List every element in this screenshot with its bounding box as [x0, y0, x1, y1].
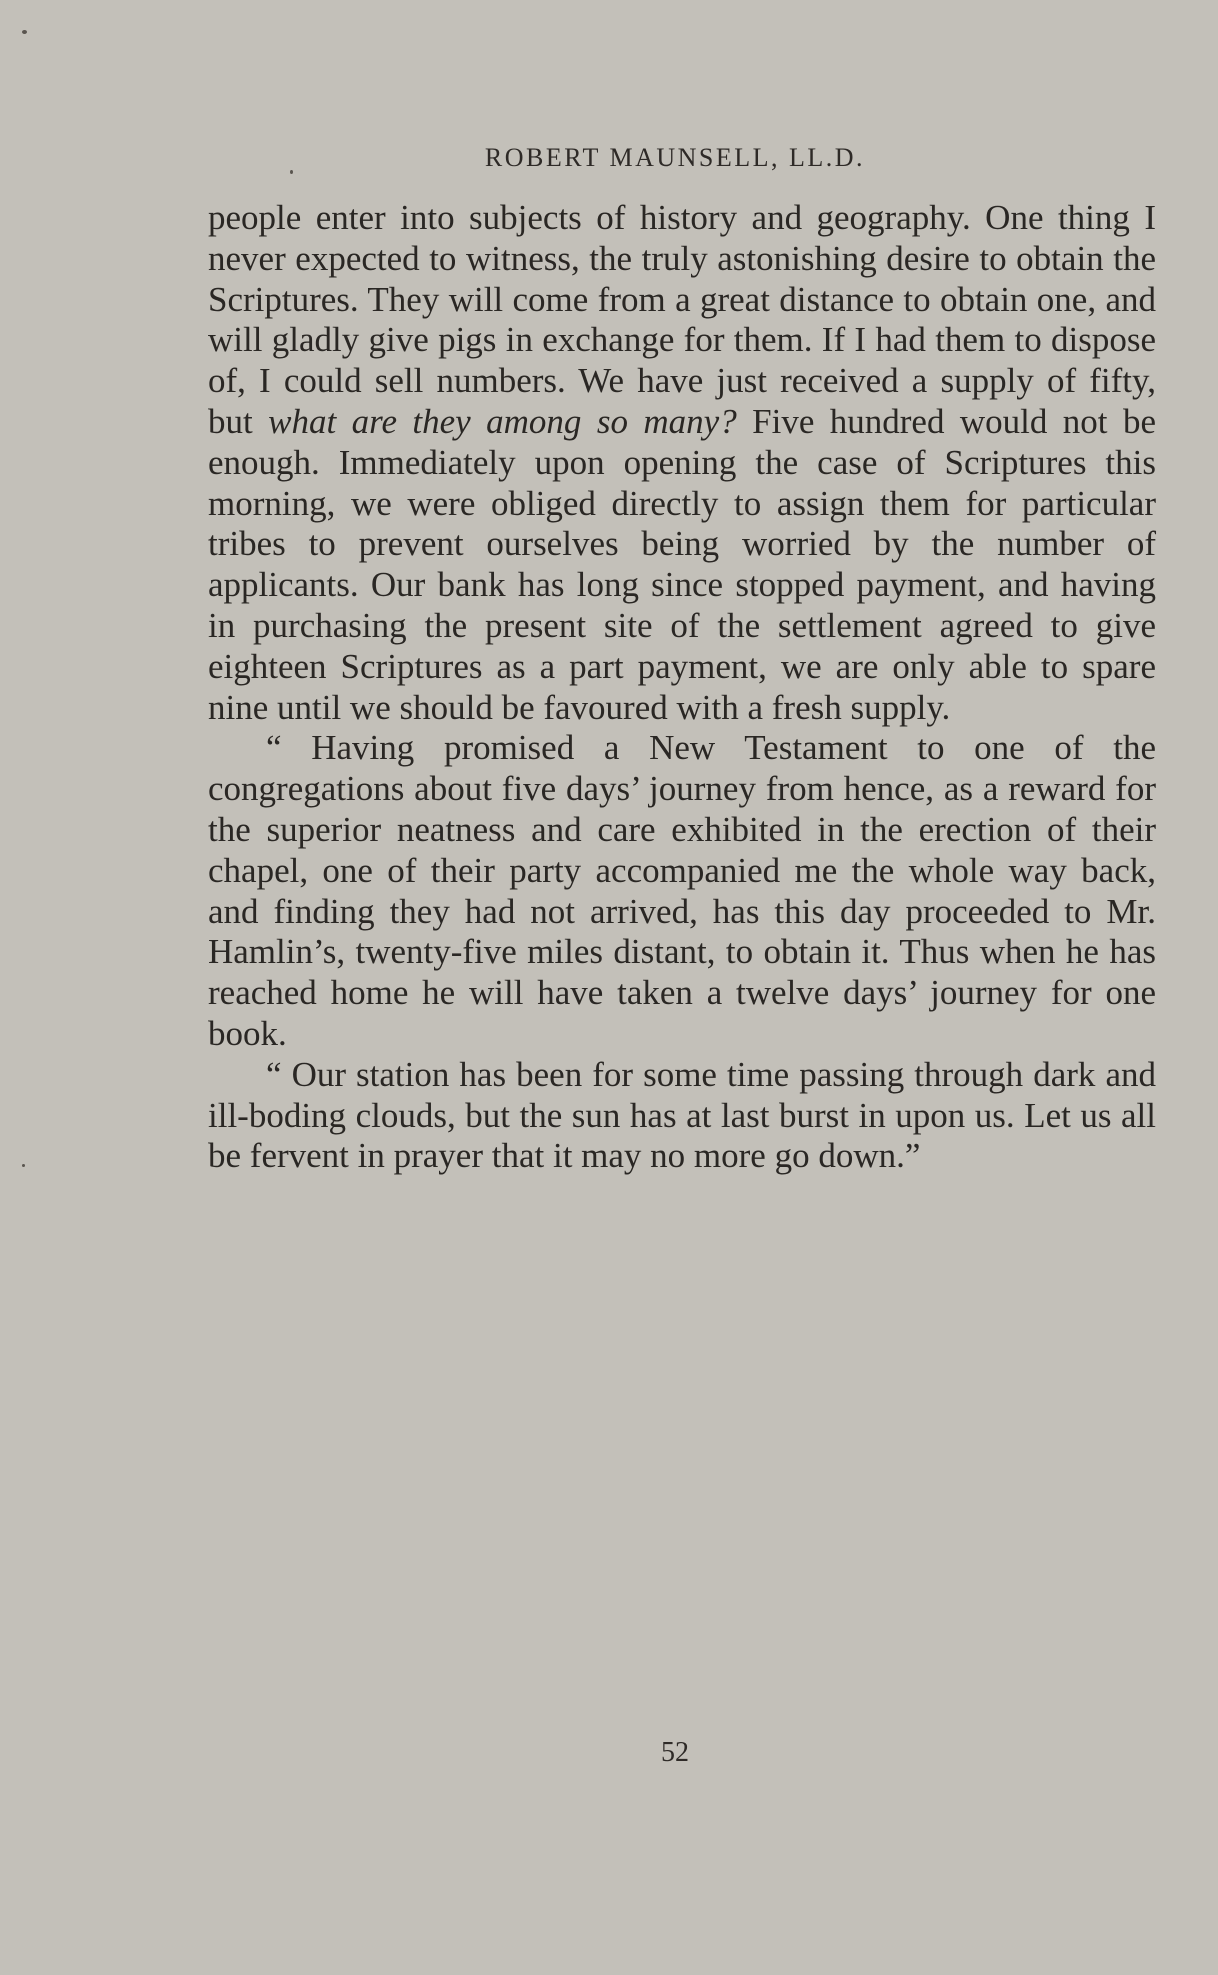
paragraph-1-italic-quote: what are they among so many?: [268, 401, 737, 441]
paragraph-2: “ Having promised a New Testament to one of the congregations about five days’ journey from hence, as a reward for the superior neatness and care exhibited in the erection of their chapel, one of their party accompanied me the whole way back, and finding they had not arrived, has this day proceeded to Mr. Hamlin’s, twenty-five miles distant, to obtain it. Thus when he has reached home he will have taken a twelve days’ journey for one book.: [208, 728, 1156, 1053]
paragraph-3: “ Our station has been for some time passing through dark and ill-boding clouds, but the sun has at last burst in upon us. Let us all be fervent in prayer that it may no more go down.”: [208, 1054, 1156, 1176]
paragraph-1: [208, 198, 1156, 728]
ink-speck: [22, 30, 27, 34]
ink-speck: [22, 1164, 25, 1167]
body-text: [208, 198, 1156, 1177]
paragraph-1-text-continued: Five hundred would not be enough. Immediately upon opening the case of Scriptures this morning, we were obliged directly to assign them for particular tribes to prevent ourselves being worried by the number of applicants. Our bank has long since stopped payment, and having in purchasing the present site of the settlement agreed to give eighteen Scriptures as a part payment, we are only able to spare nine until we should be favoured with a fresh supply.: [208, 401, 1156, 727]
running-title: ROBERT MAUNSELL, LL.D.: [484, 143, 866, 172]
paragraph-1-text: people enter into subjects of history and geography. One thing I never expected to witness, the truly astonishing desire to obtain the Scriptures. They will come from a great distance to obtain one, and will gladly give pigs in exchange for them. If I had them to dispose of, I could sell numbers. We have just received a supply of fifty, but: [208, 198, 1156, 441]
page-number: 52: [661, 1737, 689, 1768]
